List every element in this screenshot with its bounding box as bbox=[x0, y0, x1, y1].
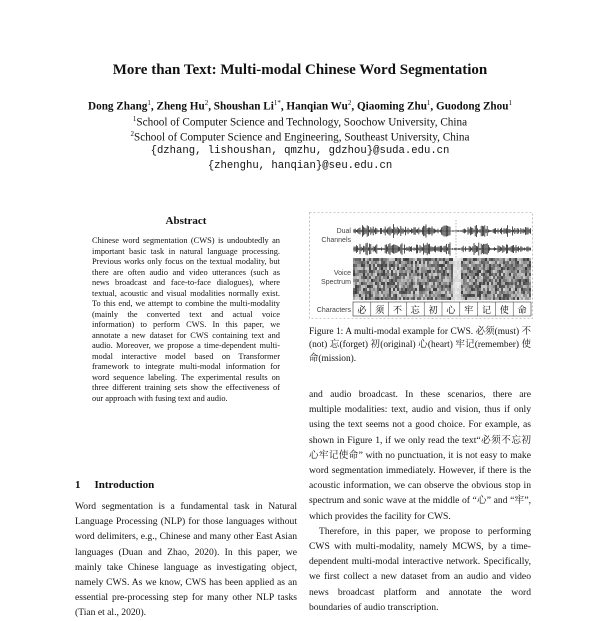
character-cell: 不 bbox=[392, 305, 403, 315]
author: Dong Zhang bbox=[88, 100, 148, 113]
characters-label: Characters bbox=[316, 307, 351, 314]
multimodal-figure bbox=[309, 212, 533, 320]
figure-1 bbox=[309, 212, 533, 320]
character-cell: 命 bbox=[517, 305, 527, 315]
paragraph: Therefore, in this paper, we propose to performing CWS with multi-modality, namely MCWS, by a time-dependent multi-modal interactive network. Specifically, we first collect a new dataset from an audio and video news broadcast platform and annotate the word boundaries of audio transcription. bbox=[309, 525, 531, 613]
author: Hanqian Wu bbox=[286, 100, 348, 113]
abstract-body: Chinese word segmentation (CWS) is undoubtedly an important basic task in natural language processing. Previous works only focus on the textual modality, but there are often audio and video utterances (such as news broadcast and face-to-face dialogues), where textual, acoustic and visual modalities normally exist. To this end, we attempt to combine the multi-modality (mainly the converted text and actual voice information) to perform CWS. In this paper, we annotate a new dataset for CWS containing text and audio. Moreover, we propose a time-dependent multi-modal interactive model based on Transformer framework to integrate multi-modal information for word sequence labeling. The experimental results on three different training sets show the effectiveness of our approach with fusing text and audio. bbox=[92, 236, 280, 403]
email-line-1: {dzhang, lishoushan, qmzhu, gdzhou}@suda.edu.cn bbox=[150, 145, 450, 157]
character-cell: 心 bbox=[446, 305, 456, 315]
author: Guodong Zhou bbox=[436, 100, 509, 113]
author: Shoushan Li bbox=[213, 100, 274, 113]
figure-caption: Figure 1: A multi-modal example for CWS. 必须(must) 不(not) 忘(forget) 初(original) 心(heart) 牢记(remember) 使命(mission). bbox=[309, 327, 531, 364]
section-heading-introduction: 1 Introduction bbox=[75, 479, 155, 491]
affiliation-1: $^1$School of Computer Science and Technology, Soochow University, China bbox=[132, 115, 468, 129]
author-list: Dong Zhang$^1$, Zheng Hu$^2$, Shoushan $Li^{1*}$, Hanqian Wu$^2$, Qiaoming Zhu$^1$, Guodong Zhou$^1$ bbox=[88, 99, 512, 113]
channels-label: Channels bbox=[321, 237, 351, 244]
character-row bbox=[357, 302, 526, 316]
introduction-body: Word segmentation is a fundamental task in Natural Language Processing (NLP) for those languages without word delimiters, e.g., Chinese and many other East Asian languages (Duan and Zhao, 2020). In this paper, we mainly take Chinese language as investigating object, namely CWS. As we know, CWS has been applied as an essential pre-processing step for many other NLP tasks (Tian et al., 2020). bbox=[75, 501, 297, 619]
paper-title: More than Text: Multi-modal Chinese Word Segmentation bbox=[112, 62, 488, 78]
spectrum-bands bbox=[353, 258, 531, 300]
dual-label: Dual bbox=[336, 228, 351, 235]
right-column-body bbox=[309, 387, 531, 615]
email-line-2: {zhenghu, hanqian}@seu.edu.cn bbox=[207, 160, 393, 172]
voice-label: Voice bbox=[333, 270, 351, 277]
author: Zheng Hu bbox=[156, 100, 205, 113]
abstract-heading: Abstract bbox=[165, 215, 207, 227]
author: Qiaoming Zhu bbox=[356, 100, 427, 113]
character-cell: 必 bbox=[357, 305, 367, 315]
character-cell: 牢 bbox=[464, 305, 474, 315]
character-cell: 须 bbox=[375, 305, 385, 315]
paragraph: and audio broadcast. In these scenarios, there are multiple modalities: text, audio and vision, thus if only using the text seems not a good choice. For example, as shown in Figure 1, if we only read the text“必须不忘初心牢记使命” with no punctuation, it is not easy to make word segmentation immediately. However, if there is the acoustic information, we can observe the obvious stop in spectrum and sonic wave at the middle of “心” and “牢”, which provides the facility for CWS. bbox=[309, 389, 531, 522]
spectrum-label: Spectrum bbox=[321, 279, 351, 286]
character-cell: 记 bbox=[481, 305, 492, 315]
character-cell: 使 bbox=[499, 305, 509, 315]
affiliation-2: $^2$School of Computer Science and Engineering, Southeast University, China bbox=[130, 130, 470, 144]
character-cell: 初 bbox=[428, 305, 438, 315]
character-cell: 忘 bbox=[410, 305, 420, 315]
